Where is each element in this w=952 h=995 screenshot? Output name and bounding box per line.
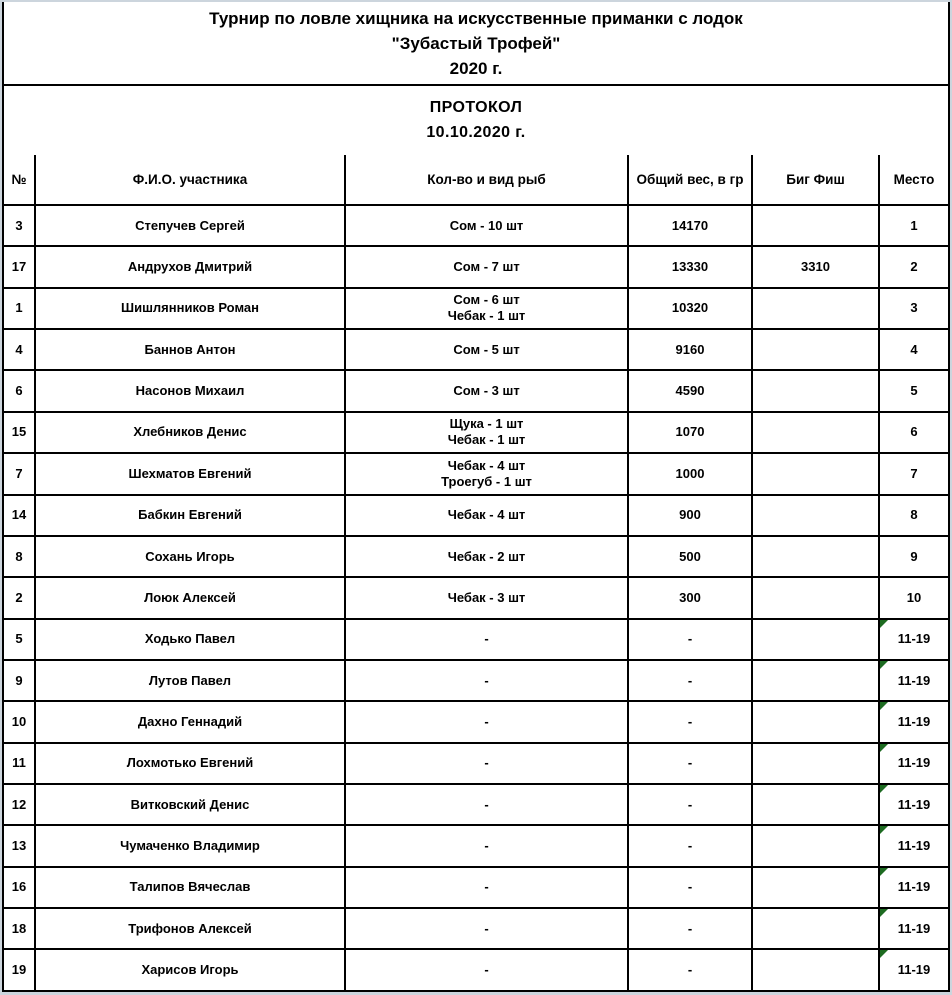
fish-line: Сом - 3 шт xyxy=(453,383,520,399)
cell-big-fish xyxy=(752,495,879,536)
cell-participant-name: Талипов Вячеслав xyxy=(35,867,345,908)
cell-total-weight: - xyxy=(628,908,752,949)
cell-total-weight: 300 xyxy=(628,577,752,618)
cell-total-weight: 4590 xyxy=(628,370,752,411)
fish-line: Сом - 6 шт xyxy=(453,292,520,308)
cell-entry-number: 1 xyxy=(4,288,35,329)
cell-place xyxy=(879,701,948,742)
cell-big-fish xyxy=(752,743,879,784)
cell-entry-number: 17 xyxy=(4,246,35,287)
cell-error-triangle-icon xyxy=(880,702,888,710)
place-value: 3 xyxy=(910,300,918,316)
cell-big-fish xyxy=(752,412,879,453)
cell-error-triangle-icon xyxy=(880,661,888,669)
cell-big-fish xyxy=(752,867,879,908)
cell-participant-name: Дахно Геннадий xyxy=(35,701,345,742)
table-row xyxy=(4,453,948,494)
cell-place xyxy=(879,949,948,990)
cell-big-fish xyxy=(752,784,879,825)
cell-place xyxy=(879,660,948,701)
cell-entry-number: 16 xyxy=(4,867,35,908)
table-row xyxy=(4,908,948,949)
cell-big-fish xyxy=(752,453,879,494)
fish-line: - xyxy=(484,962,489,978)
cell-place xyxy=(879,370,948,411)
cell-fish-list xyxy=(345,288,628,329)
cell-fish-list xyxy=(345,246,628,287)
tournament-title-line1: Турнир по ловле хищника на искусственные приманки с лодок xyxy=(209,8,743,28)
fish-line: Чебак - 1 шт xyxy=(447,432,526,448)
cell-participant-name: Бабкин Евгений xyxy=(35,495,345,536)
cell-big-fish xyxy=(752,370,879,411)
table-row xyxy=(4,577,948,618)
cell-place xyxy=(879,453,948,494)
cell-total-weight: 14170 xyxy=(628,205,752,246)
cell-entry-number: 7 xyxy=(4,453,35,494)
cell-participant-name: Лохмотько Евгений xyxy=(35,743,345,784)
column-header-participant: Ф.И.О. участника xyxy=(35,155,345,205)
table-header-row xyxy=(4,155,948,205)
fish-line: - xyxy=(484,920,489,936)
cell-participant-name: Хлебников Денис xyxy=(35,412,345,453)
cell-participant-name: Ходько Павел xyxy=(35,619,345,660)
cell-total-weight: 1000 xyxy=(628,453,752,494)
place-value: 10 xyxy=(906,589,922,605)
tournament-title-line2: "Зубастый Трофей" xyxy=(391,33,561,53)
place-value: 9 xyxy=(910,548,918,564)
cell-total-weight: 1070 xyxy=(628,412,752,453)
cell-participant-name: Витковский Денис xyxy=(35,784,345,825)
fish-line: Сом - 7 шт xyxy=(453,259,520,275)
table-row xyxy=(4,701,948,742)
place-value: 11-19 xyxy=(897,796,931,812)
fish-line: Чебак - 4 шт xyxy=(447,507,526,523)
cell-big-fish xyxy=(752,701,879,742)
cell-entry-number: 13 xyxy=(4,825,35,866)
cell-big-fish xyxy=(752,536,879,577)
column-header-fish: Кол-во и вид рыб xyxy=(345,155,628,205)
cell-entry-number: 15 xyxy=(4,412,35,453)
cell-big-fish xyxy=(752,908,879,949)
cell-fish-list xyxy=(345,536,628,577)
cell-place xyxy=(879,246,948,287)
cell-entry-number: 3 xyxy=(4,205,35,246)
cell-entry-number: 6 xyxy=(4,370,35,411)
cell-place xyxy=(879,908,948,949)
cell-total-weight: 900 xyxy=(628,495,752,536)
cell-fish-list xyxy=(345,205,628,246)
place-value: 1 xyxy=(910,217,918,233)
cell-place xyxy=(879,412,948,453)
protocol-heading-block xyxy=(4,86,948,155)
place-value: 2 xyxy=(910,259,918,275)
fish-line: Щука - 1 шт xyxy=(449,416,524,432)
column-header-weight: Общий вес, в гр xyxy=(628,155,752,205)
place-value: 7 xyxy=(910,465,918,481)
cell-fish-list xyxy=(345,701,628,742)
cell-fish-list xyxy=(345,908,628,949)
place-value: 11-19 xyxy=(897,962,931,978)
cell-total-weight: - xyxy=(628,660,752,701)
cell-entry-number: 2 xyxy=(4,577,35,618)
cell-fish-list xyxy=(345,329,628,370)
cell-error-triangle-icon xyxy=(880,909,888,917)
cell-error-triangle-icon xyxy=(880,785,888,793)
cell-total-weight: - xyxy=(628,867,752,908)
cell-entry-number: 8 xyxy=(4,536,35,577)
fish-line: - xyxy=(484,796,489,812)
cell-entry-number: 14 xyxy=(4,495,35,536)
cell-error-triangle-icon xyxy=(880,868,888,876)
table-row xyxy=(4,495,948,536)
cell-place xyxy=(879,495,948,536)
cell-total-weight: - xyxy=(628,949,752,990)
cell-big-fish xyxy=(752,288,879,329)
cell-participant-name: Степучев Сергей xyxy=(35,205,345,246)
table-row xyxy=(4,784,948,825)
cell-big-fish: 3310 xyxy=(752,246,879,287)
cell-total-weight: - xyxy=(628,619,752,660)
cell-error-triangle-icon xyxy=(880,620,888,628)
fish-line: - xyxy=(484,755,489,771)
protocol-sheet xyxy=(2,2,950,992)
table-row xyxy=(4,329,948,370)
cell-fish-list xyxy=(345,867,628,908)
column-header-number: № xyxy=(4,155,35,205)
table-row xyxy=(4,536,948,577)
column-header-place: Место xyxy=(879,155,948,205)
table-row xyxy=(4,825,948,866)
cell-place xyxy=(879,867,948,908)
place-value: 11-19 xyxy=(897,879,931,895)
place-value: 11-19 xyxy=(897,755,931,771)
cell-participant-name: Шишлянников Роман xyxy=(35,288,345,329)
place-value: 8 xyxy=(910,507,918,523)
protocol-heading: ПРОТОКОЛ xyxy=(429,99,523,116)
cell-entry-number: 4 xyxy=(4,329,35,370)
cell-total-weight: 13330 xyxy=(628,246,752,287)
table-row xyxy=(4,660,948,701)
tournament-title-line3: 2020 г. xyxy=(449,58,503,78)
table-row xyxy=(4,205,948,246)
cell-total-weight: - xyxy=(628,743,752,784)
cell-place xyxy=(879,205,948,246)
table-row xyxy=(4,743,948,784)
cell-big-fish xyxy=(752,619,879,660)
cell-place xyxy=(879,536,948,577)
place-value: 11-19 xyxy=(897,631,931,647)
table-row xyxy=(4,246,948,287)
cell-place xyxy=(879,577,948,618)
table-row xyxy=(4,619,948,660)
cell-total-weight: 10320 xyxy=(628,288,752,329)
cell-participant-name: Лоюк Алексей xyxy=(35,577,345,618)
cell-participant-name: Чумаченко Владимир xyxy=(35,825,345,866)
cell-place xyxy=(879,619,948,660)
cell-participant-name: Сохань Игорь xyxy=(35,536,345,577)
fish-line: - xyxy=(484,713,489,729)
cell-fish-list xyxy=(345,453,628,494)
cell-total-weight: 9160 xyxy=(628,329,752,370)
table-row xyxy=(4,867,948,908)
protocol-date: 10.10.2020 г. xyxy=(426,124,526,141)
cell-place xyxy=(879,288,948,329)
place-value: 11-19 xyxy=(897,838,931,854)
cell-total-weight: - xyxy=(628,825,752,866)
place-value: 6 xyxy=(910,424,918,440)
cell-fish-list xyxy=(345,370,628,411)
cell-entry-number: 18 xyxy=(4,908,35,949)
place-value: 11-19 xyxy=(897,713,931,729)
cell-big-fish xyxy=(752,205,879,246)
fish-line: - xyxy=(484,838,489,854)
cell-place xyxy=(879,329,948,370)
cell-participant-name: Баннов Антон xyxy=(35,329,345,370)
cell-fish-list xyxy=(345,743,628,784)
cell-error-triangle-icon xyxy=(880,950,888,958)
cell-participant-name: Лутов Павел xyxy=(35,660,345,701)
results-table xyxy=(4,155,948,990)
cell-place xyxy=(879,825,948,866)
cell-error-triangle-icon xyxy=(880,744,888,752)
fish-line: Сом - 5 шт xyxy=(453,341,520,357)
place-value: 11-19 xyxy=(897,920,931,936)
cell-big-fish xyxy=(752,949,879,990)
cell-error-triangle-icon xyxy=(880,826,888,834)
cell-fish-list xyxy=(345,495,628,536)
cell-fish-list xyxy=(345,784,628,825)
cell-participant-name: Харисов Игорь xyxy=(35,949,345,990)
fish-line: Чебак - 3 шт xyxy=(447,589,526,605)
fish-line: Троегуб - 1 шт xyxy=(441,473,532,489)
fish-line: Чебак - 2 шт xyxy=(447,548,526,564)
table-row xyxy=(4,288,948,329)
fish-line: Сом - 10 шт xyxy=(449,217,524,233)
cell-participant-name: Андрухов Дмитрий xyxy=(35,246,345,287)
table-row xyxy=(4,412,948,453)
fish-line: Чебак - 4 шт xyxy=(447,457,526,473)
cell-place xyxy=(879,784,948,825)
place-value: 5 xyxy=(910,383,918,399)
cell-fish-list xyxy=(345,660,628,701)
cell-place xyxy=(879,743,948,784)
table-row xyxy=(4,949,948,990)
fish-line: Чебак - 1 шт xyxy=(447,308,526,324)
cell-big-fish xyxy=(752,577,879,618)
fish-line: - xyxy=(484,631,489,647)
cell-total-weight: - xyxy=(628,784,752,825)
column-header-bigfish: Биг Фиш xyxy=(752,155,879,205)
cell-entry-number: 19 xyxy=(4,949,35,990)
cell-entry-number: 10 xyxy=(4,701,35,742)
cell-participant-name: Насонов Михаил xyxy=(35,370,345,411)
cell-entry-number: 12 xyxy=(4,784,35,825)
place-value: 4 xyxy=(910,341,918,357)
cell-participant-name: Трифонов Алексей xyxy=(35,908,345,949)
cell-fish-list xyxy=(345,949,628,990)
cell-total-weight: 500 xyxy=(628,536,752,577)
cell-big-fish xyxy=(752,329,879,370)
cell-fish-list xyxy=(345,825,628,866)
cell-fish-list xyxy=(345,412,628,453)
cell-entry-number: 9 xyxy=(4,660,35,701)
fish-line: - xyxy=(484,879,489,895)
cell-fish-list xyxy=(345,619,628,660)
table-row xyxy=(4,370,948,411)
cell-fish-list xyxy=(345,577,628,618)
cell-big-fish xyxy=(752,825,879,866)
cell-big-fish xyxy=(752,660,879,701)
cell-entry-number: 5 xyxy=(4,619,35,660)
tournament-title-block xyxy=(4,2,948,86)
place-value: 11-19 xyxy=(897,672,931,688)
cell-participant-name: Шехматов Евгений xyxy=(35,453,345,494)
fish-line: - xyxy=(484,672,489,688)
cell-total-weight: - xyxy=(628,701,752,742)
cell-entry-number: 11 xyxy=(4,743,35,784)
